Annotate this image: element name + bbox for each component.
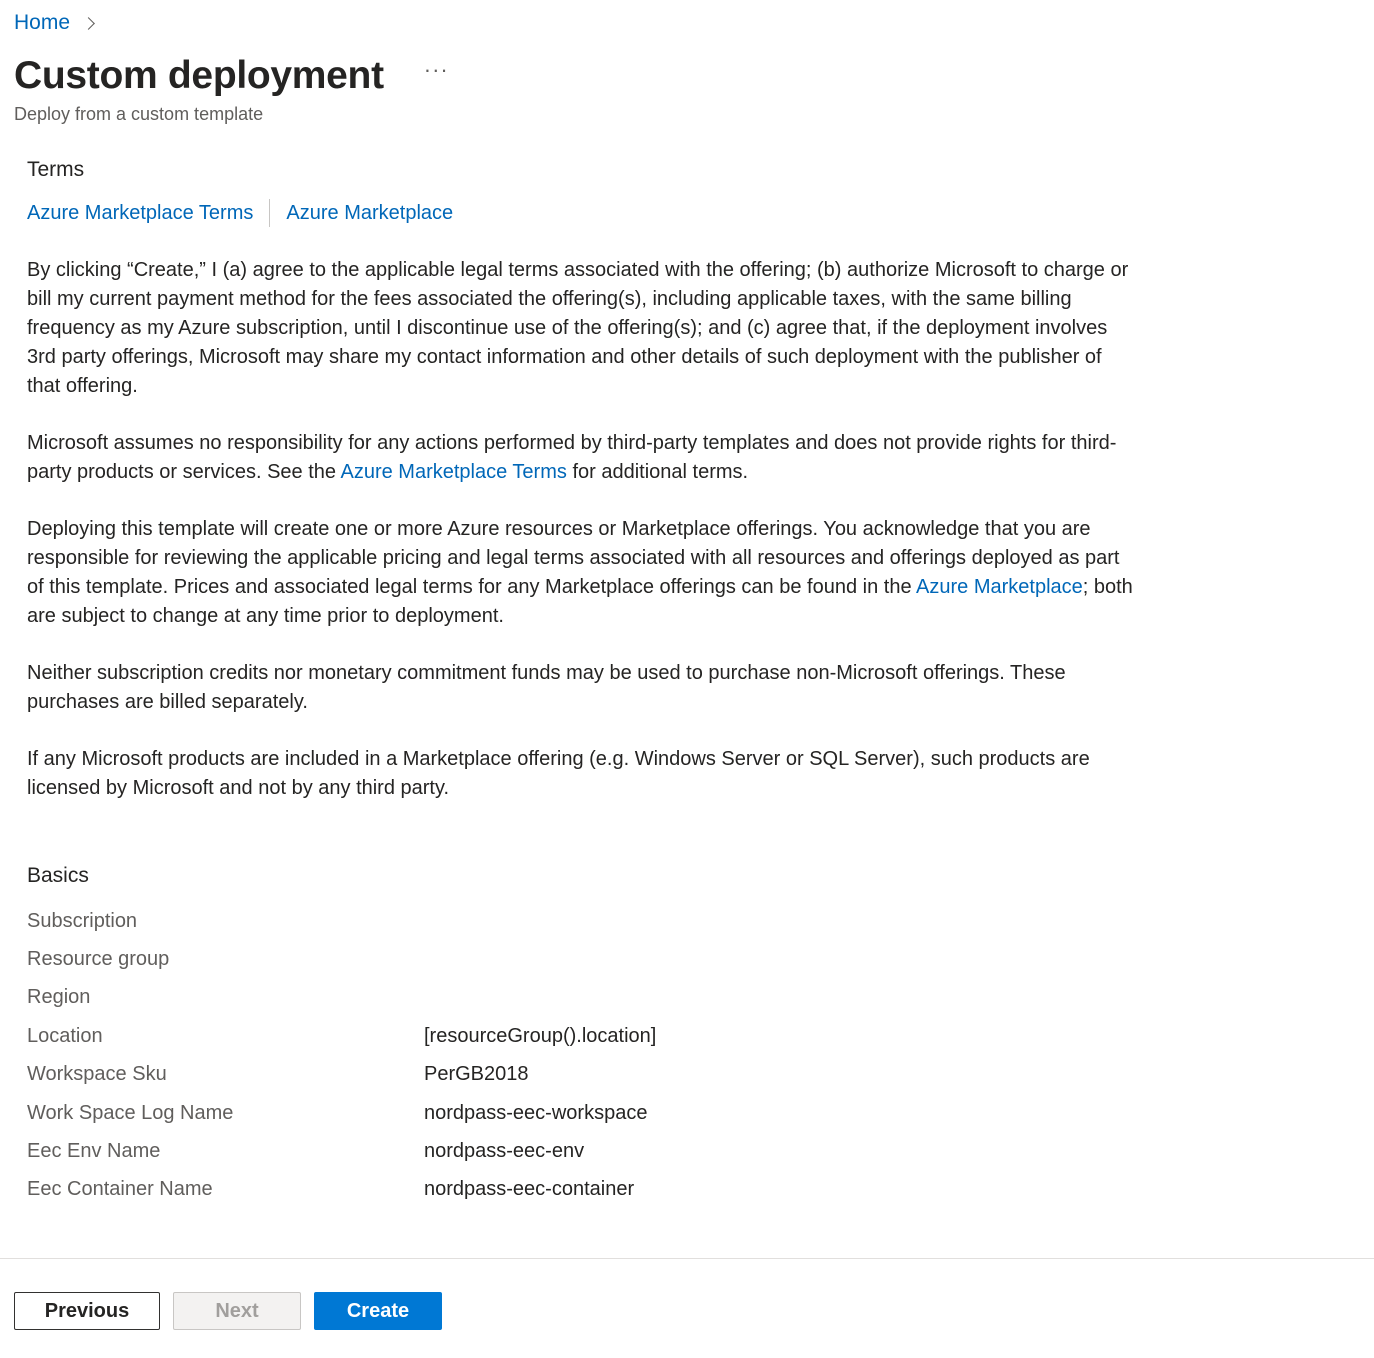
basics-row-work-space-log-name [27, 1094, 1137, 1132]
next-button: Next [173, 1292, 301, 1330]
basics-row-subscription [27, 902, 1137, 940]
basics-label: Work Space Log Name [27, 1101, 234, 1124]
basics-label: Resource group [27, 948, 170, 971]
terms-paragraph-3 [27, 515, 1137, 631]
basics-value: [resourceGroup().location] [424, 1024, 657, 1047]
basics-row-region [27, 979, 1137, 1017]
page-subtitle: Deploy from a custom template [14, 104, 264, 124]
breadcrumb-home-link[interactable]: Home [14, 11, 71, 34]
basics-label: Location [27, 1024, 103, 1047]
terms-links [27, 198, 1137, 228]
basics-row-eec-container-name [27, 1171, 1137, 1209]
create-button[interactable]: Create [314, 1292, 442, 1330]
footer-actions [14, 1292, 442, 1330]
basics-label: Subscription [27, 909, 138, 932]
basics-label: Eec Env Name [27, 1140, 161, 1163]
azure-marketplace-terms-link[interactable]: Azure Marketplace Terms [27, 201, 254, 224]
title-row [14, 50, 449, 102]
azure-marketplace-link[interactable]: Azure Marketplace [286, 201, 454, 224]
terms-paragraph-5: If any Microsoft products are included in a Marketplace offering (e.g. Windows Server or SQL Server), such products are licensed by Microsoft and not by any third party. [27, 748, 1090, 799]
basics-label: Region [27, 986, 91, 1009]
page-title: Custom deployment [14, 54, 384, 97]
breadcrumb [14, 9, 93, 37]
terms-section [27, 150, 1137, 803]
basics-label: Workspace Sku [27, 1063, 167, 1086]
terms-paragraph-4: Neither subscription credits nor monetary commitment funds may be used to purchase non-Microsoft offerings. These purchases are billed separately. [27, 662, 1066, 713]
footer-divider [0, 1258, 1374, 1259]
more-options-icon[interactable]: ··· [423, 57, 449, 82]
terms-paragraph-2-text-a: Microsoft assumes no responsibility for any actions performed by third-party templates and does not provide rights for third-party products or services. See the [27, 432, 1117, 483]
basics-heading: Basics [27, 864, 89, 887]
terms-paragraph-2 [27, 429, 1137, 487]
inline-azure-marketplace-terms-link[interactable]: Azure Marketplace Terms [340, 461, 567, 483]
basics-row-eec-env-name [27, 1132, 1137, 1170]
terms-heading: Terms [27, 158, 85, 181]
basics-section [27, 856, 1137, 1209]
terms-paragraph-3-text-a: Deploying this template will create one or more Azure resources or Marketplace offerings. You acknowledge that you are responsible for reviewing the applicable pricing and legal terms associated with all resources and offerings deployed as part of this template. Prices and associated legal terms for any Marketplace offerings can be found in the [27, 518, 1120, 598]
basics-table [27, 902, 1137, 1209]
basics-value: nordpass-eec-env [424, 1140, 585, 1163]
basics-row-resource-group [27, 940, 1137, 978]
link-divider [269, 199, 270, 227]
previous-button[interactable]: Previous [14, 1292, 160, 1330]
basics-row-workspace-sku [27, 1056, 1137, 1094]
basics-label: Eec Container Name [27, 1178, 213, 1201]
inline-azure-marketplace-link[interactable]: Azure Marketplace [916, 576, 1083, 598]
basics-row-location [27, 1017, 1137, 1055]
terms-paragraph-3-text-b: ; both are subject to change at any time prior to deployment. [27, 576, 1133, 627]
basics-value: nordpass-eec-workspace [424, 1101, 648, 1124]
terms-paragraph-2-text-b: for additional terms. [566, 461, 749, 483]
terms-paragraph-1: By clicking “Create,” I (a) agree to the applicable legal terms associated with the offering; (b) authorize Microsoft to charge or bill my current payment method for the fees associated the offering(s), including applicable taxes, with the same billing frequency as my Azure subscription, until I discontinue use of the offering(s); and (c) agree that, if the deployment involves 3rd party offerings, Microsoft may share my contact information and other details of such deployment with the publisher of that offering. [27, 259, 1129, 397]
basics-value: PerGB2018 [424, 1063, 529, 1086]
chevron-right-icon [82, 17, 95, 30]
basics-value: nordpass-eec-container [424, 1178, 635, 1201]
